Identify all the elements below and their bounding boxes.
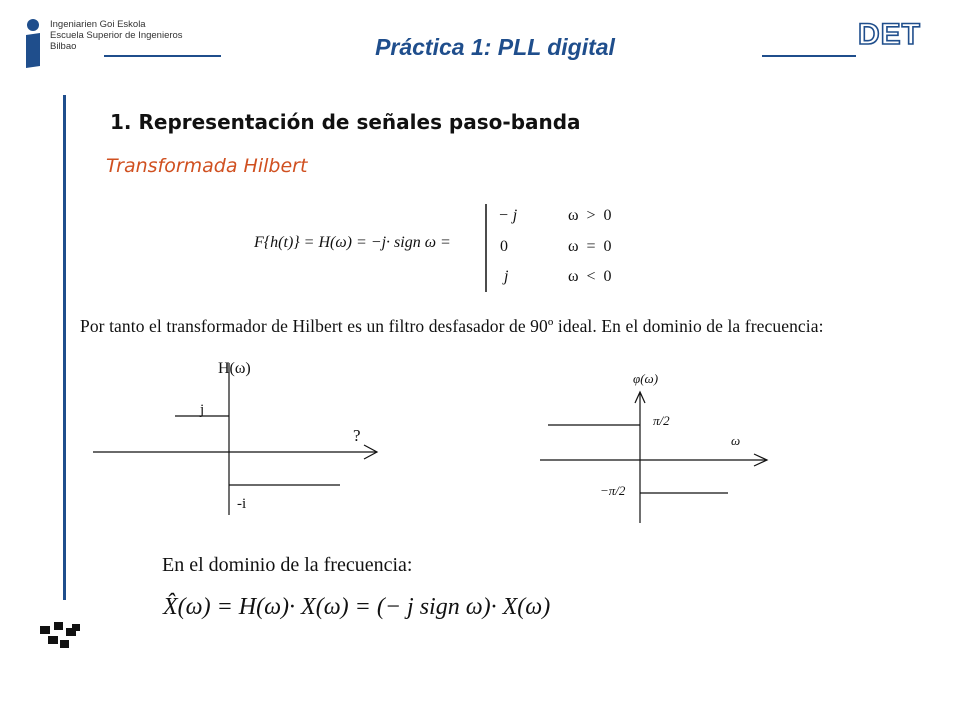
y-axis-label: H(ω) bbox=[218, 360, 251, 377]
explanation-sentence: Por tanto el transformador de Hilbert es un filtro desfasador de 90º ideal. En el dominio de la frecuencia: bbox=[80, 316, 824, 336]
y-axis-label: φ(ω) bbox=[633, 371, 659, 386]
hilbert-definition-lhs: F{h(t)} = H(ω) = −j· sign ω = bbox=[254, 234, 451, 251]
school-line-1: Ingeniarien Goi Eskola bbox=[50, 19, 146, 30]
x-axis-label: ω bbox=[731, 433, 741, 448]
header-rule-right bbox=[762, 55, 856, 57]
magnitude-plot bbox=[90, 355, 390, 520]
upper-level-label: π/2 bbox=[653, 413, 670, 428]
dept-logo-text: DET bbox=[858, 20, 921, 48]
cases-brace bbox=[484, 204, 488, 292]
case-value: 0 bbox=[500, 238, 508, 255]
x-axis-label: ? bbox=[353, 426, 361, 445]
lower-level-label: -i bbox=[237, 496, 247, 512]
phase-plot bbox=[535, 365, 775, 530]
case-value: − j bbox=[498, 207, 518, 224]
dept-logo bbox=[858, 20, 942, 48]
frequency-domain-sentence: En el dominio de la frecuencia: bbox=[162, 554, 413, 576]
case-condition: ω < 0 bbox=[568, 268, 612, 285]
case-condition: ω > 0 bbox=[568, 207, 612, 224]
school-line-2: Escuela Superior de Ingenieros bbox=[50, 30, 183, 41]
section-heading: 1. Representación de señales paso-banda bbox=[110, 110, 581, 134]
case-value: j bbox=[504, 268, 509, 285]
upper-level-label: j bbox=[200, 402, 205, 418]
school-line-3: Bilbao bbox=[50, 41, 77, 52]
section-subheading: Transformada Hilbert bbox=[106, 155, 308, 177]
university-emblem-icon bbox=[40, 620, 82, 654]
page-title: Práctica 1: PLL digital bbox=[375, 34, 615, 60]
hilbert-frequency-equation: X̂(ω) = H(ω)· X(ω) = (− j sign ω)· X(ω) bbox=[163, 594, 551, 620]
left-accent-bar bbox=[63, 95, 66, 600]
lower-level-label: −π/2 bbox=[600, 483, 626, 498]
case-condition: ω = 0 bbox=[568, 238, 612, 255]
